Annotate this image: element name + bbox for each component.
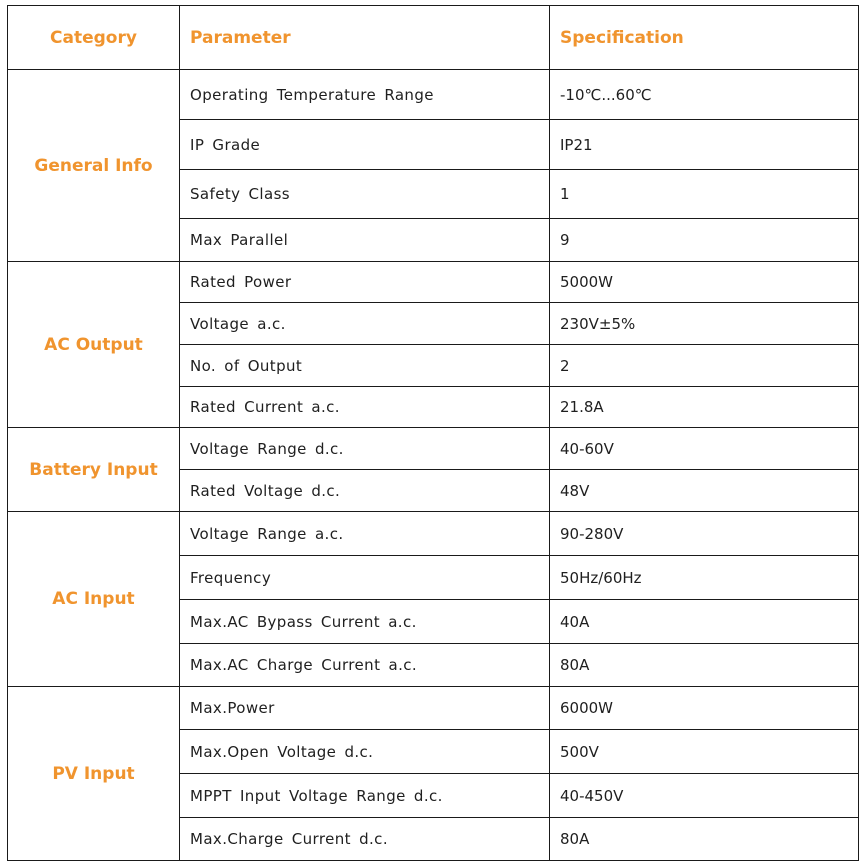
specification-cell: 90-280V [550, 512, 859, 556]
spec-table [7, 5, 859, 861]
parameter-cell: Max.Open Voltage d.c. [180, 730, 550, 774]
parameter-cell: Safety Class [180, 170, 550, 219]
specification-cell: 40A [550, 600, 859, 644]
specification-cell: 80A [550, 644, 859, 687]
table-row [8, 512, 859, 556]
parameter-cell: Operating Temperature Range [180, 70, 550, 120]
table-row [8, 70, 859, 120]
specification-cell: 40-60V [550, 428, 859, 470]
category-pv-input: PV Input [8, 687, 180, 861]
parameter-cell: MPPT Input Voltage Range d.c. [180, 774, 550, 818]
specification-cell: 40-450V [550, 774, 859, 818]
specification-cell: 50Hz/60Hz [550, 556, 859, 600]
parameter-cell: Max.AC Charge Current a.c. [180, 644, 550, 687]
parameter-cell: Rated Power [180, 262, 550, 303]
table-row [8, 687, 859, 730]
table-row [8, 262, 859, 303]
header-row [8, 6, 859, 70]
parameter-cell: Max.Power [180, 687, 550, 730]
parameter-cell: Rated Voltage d.c. [180, 470, 550, 512]
specification-cell: 5000W [550, 262, 859, 303]
parameter-cell: Max.Charge Current d.c. [180, 818, 550, 861]
specification-cell: 1 [550, 170, 859, 219]
specification-cell: 9 [550, 219, 859, 262]
specification-cell: IP21 [550, 120, 859, 170]
specification-cell: 21.8A [550, 387, 859, 428]
category-ac-output: AC Output [8, 262, 180, 428]
specification-cell: -10℃...60℃ [550, 70, 859, 120]
category-ac-input: AC Input [8, 512, 180, 687]
specification-cell: 80A [550, 818, 859, 861]
specification-cell: 48V [550, 470, 859, 512]
parameter-cell: Max Parallel [180, 219, 550, 262]
table-row [8, 428, 859, 470]
parameter-cell: Rated Current a.c. [180, 387, 550, 428]
header-specification: Specification [550, 6, 859, 70]
specification-cell: 500V [550, 730, 859, 774]
parameter-cell: Max.AC Bypass Current a.c. [180, 600, 550, 644]
parameter-cell: IP Grade [180, 120, 550, 170]
parameter-cell: Voltage a.c. [180, 303, 550, 345]
specification-cell: 2 [550, 345, 859, 387]
specification-cell: 230V±5% [550, 303, 859, 345]
parameter-cell: Voltage Range d.c. [180, 428, 550, 470]
parameter-cell: No. of Output [180, 345, 550, 387]
parameter-cell: Voltage Range a.c. [180, 512, 550, 556]
category-battery-input: Battery Input [8, 428, 180, 512]
header-parameter: Parameter [180, 6, 550, 70]
category-general-info: General Info [8, 70, 180, 262]
parameter-cell: Frequency [180, 556, 550, 600]
specification-cell: 6000W [550, 687, 859, 730]
header-category: Category [8, 6, 180, 70]
